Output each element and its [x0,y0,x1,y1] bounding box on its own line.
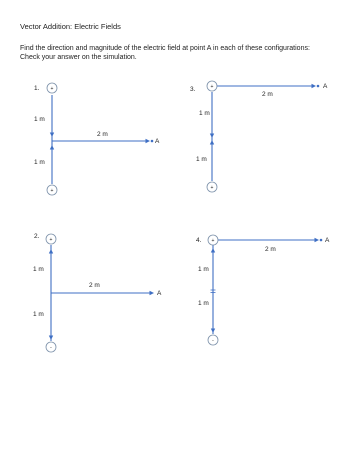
problem-1-diagram [34,83,160,195]
problem-1-down-arrow [50,133,54,138]
problem-4-diagram [196,235,330,345]
problem-4-charge-top-sign: + [211,238,215,244]
problem-1-point-a-dot [151,140,154,143]
problem-3-diagram [190,81,328,192]
problem-1-distance-top: 1 m [34,116,45,123]
problem-4-right-arrow [315,238,320,242]
problem-2-up-arrow [49,249,53,254]
problem-4-charge-bottom-sign: - [212,338,214,344]
problem-3-distance-top: 1 m [199,110,210,117]
problem-3-down-arrow [210,134,214,139]
problem-2-down-arrow [49,336,53,341]
problem-3-distance-bottom: 1 m [196,156,207,163]
problem-2-charge-top-sign: + [49,237,53,243]
problem-2-right-arrow [150,291,155,295]
problem-1-right-arrow [146,139,151,143]
problem-4-point-a-dot [320,239,323,242]
problem-2-point-a-label: A [157,290,162,297]
problem-4-down-arrow [211,329,215,334]
problem-1-charge-bottom-sign: + [50,188,54,194]
problem-4-number: 4. [196,237,202,244]
problem-3-point-a-dot [317,85,320,88]
problem-3-right-arrow [312,84,317,88]
problem-2-charge-bottom-sign: - [50,345,52,351]
problem-4-up-arrow [211,248,215,253]
problem-4-distance-horizontal: 2 m [265,246,276,253]
worksheet-title: Vector Addition: Electric Fields [20,22,121,31]
problem-3-distance-horizontal: 2 m [262,91,273,98]
problem-2-distance-top: 1 m [33,266,44,273]
problem-1-charge-top-sign: + [50,86,54,92]
problem-1-number: 1. [34,85,40,92]
problem-1-up-arrow [50,145,54,150]
problem-4-distance-top: 1 m [198,266,209,273]
problem-1-distance-bottom: 1 m [34,159,45,166]
problem-3-charge-bottom-sign: + [210,185,214,191]
problem-3-up-arrow [210,140,214,145]
problem-3-charge-top-sign: + [210,84,214,90]
problem-2-number: 2. [34,233,40,240]
problem-1-distance-horizontal: 2 m [97,131,108,138]
instruction-line-1: Find the direction and magnitude of the electric field at point A in each of these configurations: [20,45,310,52]
problem-2-diagram [33,233,162,352]
problem-3-number: 3. [190,86,196,93]
problem-4-distance-bottom: 1 m [198,300,209,307]
problem-3-point-a-label: A [323,83,328,90]
problem-2-distance-horizontal: 2 m [89,282,100,289]
instruction-line-2: Check your answer on the simulation. [20,54,137,61]
problem-1-point-a-label: A [155,138,160,145]
problem-4-point-a-label: A [325,237,330,244]
problem-2-distance-bottom: 1 m [33,311,44,318]
